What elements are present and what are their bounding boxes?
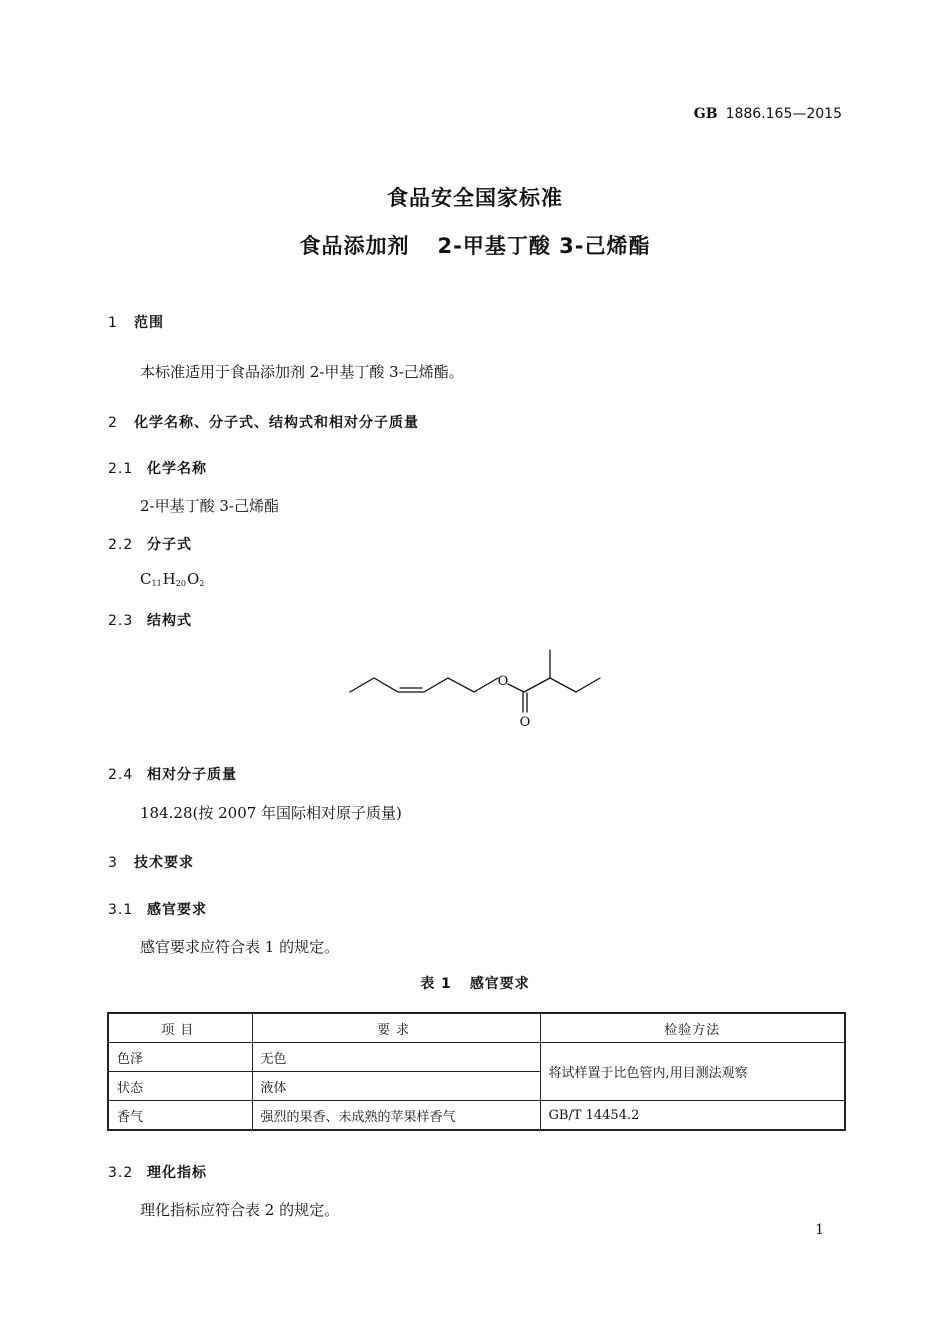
section-1-heading: 1 范围 [108,315,164,331]
table-header-cell: 检验方法 [540,1013,845,1043]
section-2-heading: 2 化学名称、分子式、结构式和相对分子质量 [108,415,419,431]
table-cell: 无色 [252,1043,540,1072]
table-cell: 色泽 [108,1043,252,1072]
section-2-1-heading: 2.1 化学名称 [108,461,207,477]
table-cell: 状态 [108,1072,252,1101]
sensory-requirements-table [107,1012,846,1131]
table-row [108,1101,845,1131]
section-3-2-body: 理化指标应符合表 2 的规定。 [140,1201,340,1219]
section-3-heading: 3 技术要求 [108,855,194,871]
section-3-1-heading: 3.1 感官要求 [108,902,207,918]
doc-title-sub: 食品添加剂 2-甲基丁酸 3-己烯酯 [299,234,651,258]
table-header-row [108,1013,845,1043]
table-cell: 香气 [108,1101,252,1131]
page-number: 1 [815,1222,824,1238]
doc-title-main: 食品安全国家标准 [387,186,563,210]
table-1-caption: 表 1 感官要求 [420,976,530,992]
chemical-name: 2-甲基丁酸 3-己烯酯 [140,497,279,515]
section-3-1-body: 感官要求应符合表 1 的规定。 [140,938,340,956]
section-2-2-heading: 2.2 分子式 [108,537,192,553]
structural-formula [340,640,610,735]
carbonyl-oxygen-atom: O [519,715,531,730]
table-row [108,1043,845,1072]
table-cell: 液体 [252,1072,540,1101]
section-2-3-heading: 2.3 结构式 [108,613,192,629]
section-2-4-heading: 2.4 相对分子质量 [108,767,237,783]
table-cell: 将试样置于比色管内,用目测法观察 [540,1043,845,1101]
table-header-cell: 项目 [108,1013,252,1043]
standard-code: GB 1886.165—2015 [693,106,842,122]
table-cell: GB/T 14454.2 [540,1101,845,1131]
section-3-2-heading: 3.2 理化指标 [108,1165,207,1181]
ester-oxygen-atom: O [497,674,509,689]
table-header-cell: 要求 [252,1013,540,1043]
table-cell: 强烈的果香、未成熟的苹果样香气 [252,1101,540,1131]
section-1-body: 本标准适用于食品添加剂 2-甲基丁酸 3-己烯酯。 [140,363,464,381]
molecular-mass: 184.28(按 2007 年国际相对原子质量) [140,804,402,822]
molecular-formula: $C_{11}H_{20}O_2$ [140,570,205,588]
